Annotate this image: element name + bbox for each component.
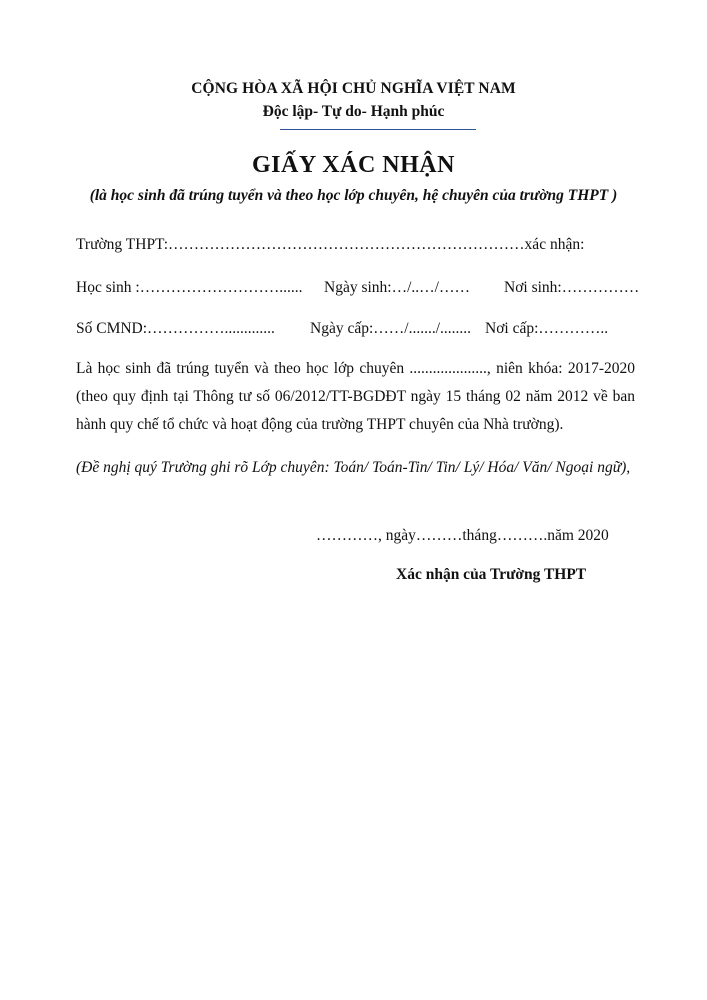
- date-line: …………, ngày………tháng……….năm 2020: [316, 527, 609, 544]
- id-number-field: Số CMND:…………….............: [76, 320, 275, 337]
- national-motto: Độc lập- Tự do- Hạnh phúc: [262, 103, 445, 120]
- birth-date-field: Ngày sinh:…/..…/……: [324, 279, 470, 296]
- birth-place-field: Nơi sinh:……………: [504, 279, 640, 296]
- confirmation-paragraph: Là học sinh đã trúng tuyển và theo học lớp chuyên ...................., niên khóa: 2017-2020 (theo quy định tại Thông tư số 06/2012/TT-BGDĐT ngày 15 tháng 02 năm 2012 về ban hành quy chế tổ chức và hoạt động của trường THPT chuyên của Nhà trường).: [76, 360, 635, 433]
- school-field: Trường THPT:……………………………………………………………xác nhận:: [76, 236, 585, 253]
- document-subtitle: (là học sinh đã trúng tuyển và theo học lớp chuyên, hệ chuyên của trường THPT ): [89, 187, 618, 204]
- issue-place-field: Nơi cấp:…………..: [485, 320, 609, 337]
- national-title: CỘNG HÒA XÃ HỘI CHỦ NGHĨA VIỆT NAM: [191, 80, 516, 97]
- document-title: GIẤY XÁC NHẬN: [252, 152, 455, 178]
- instruction-note: (Đề nghị quý Trường ghi rõ Lớp chuyên: Toán/ Toán-Tin/ Tin/ Lý/ Hóa/ Văn/ Ngoại ngữ),: [76, 459, 631, 476]
- student-name-field: Học sinh :………………………......: [76, 279, 303, 296]
- signature-label: Xác nhận của Trường THPT: [396, 566, 587, 583]
- issue-date-field: Ngày cấp:……/......./........: [310, 320, 472, 337]
- header-divider: [280, 129, 476, 130]
